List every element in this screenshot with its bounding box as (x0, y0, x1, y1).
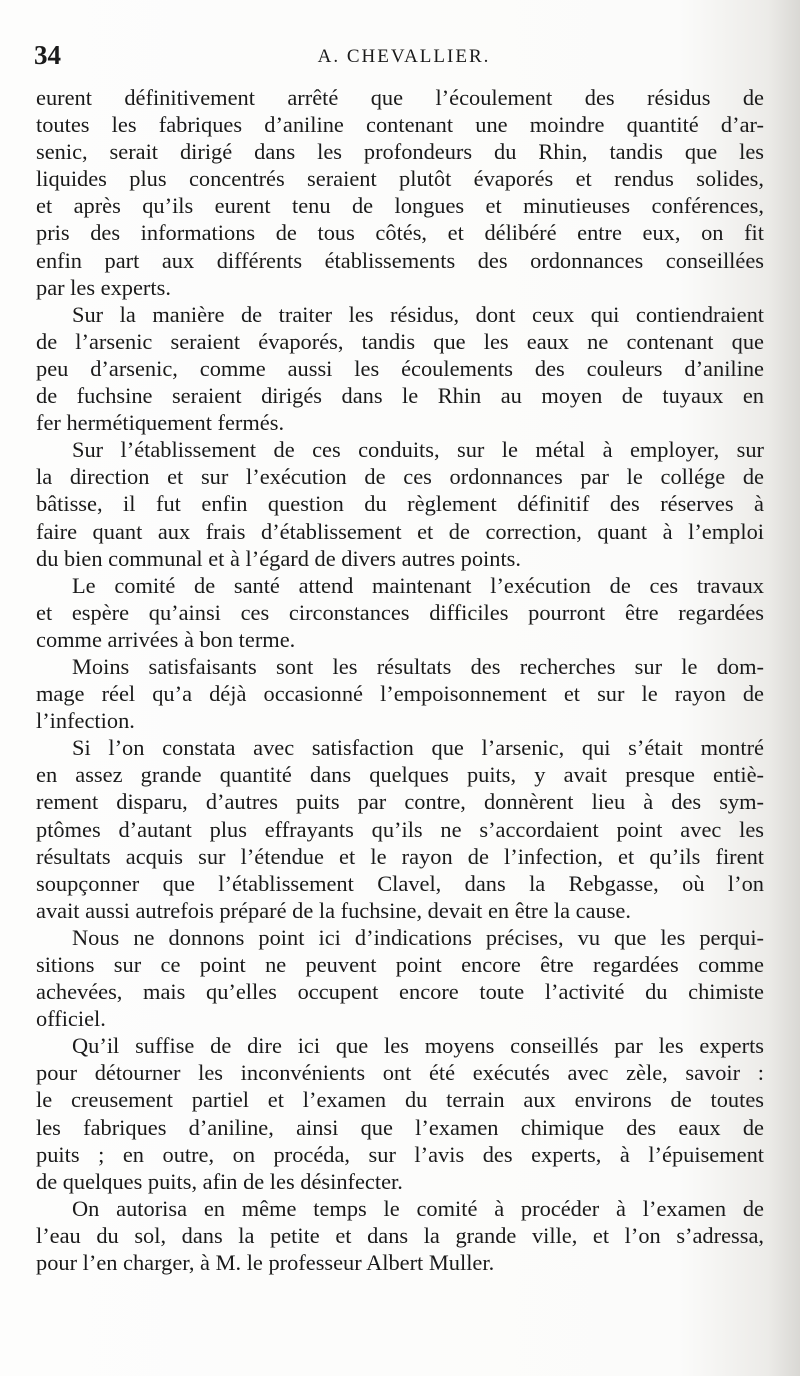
text-line: avait aussi autrefois préparé de la fuchsine, devait en être la cause. (36, 897, 631, 923)
text-line: de l’arsenic seraient évaporés, tandis que les eaux ne contenant que (36, 328, 764, 354)
text-line: Le comité de santé attend maintenant l’exécution de ces travaux (72, 572, 764, 598)
text-line: du bien communal et à l’égard de divers autres points. (36, 545, 521, 571)
text-line: l’eau du sol, dans la petite et dans la grande ville, et l’on s’adressa, (36, 1222, 764, 1248)
text-line: sitions sur ce point ne peuvent point encore être regardées comme (36, 952, 764, 977)
text-line: bâtisse, il fut enfin question du règlement définitif des réserves à (36, 491, 764, 517)
text-line: l’infection. (36, 708, 135, 734)
text-line: senic, serait dirigé dans les profondeurs du Rhin, tandis que les (36, 139, 764, 165)
text-line: le creusement partiel et l’examen du terrain aux environs de toutes (36, 1087, 764, 1113)
body-text (36, 84, 764, 1276)
page-number: 34 (34, 40, 61, 70)
page-header (34, 40, 774, 74)
text-line: comme arrivées à bon terme. (36, 626, 296, 652)
text-line: Nous ne donnons point ici d’indications précises, vu que les perqui- (72, 924, 764, 950)
text-line: et espère qu’ainsi ces circonstances difficiles pourront être regardées (36, 599, 764, 625)
text-line: en assez grande quantité dans quelques puits, y avait presque entiè- (36, 762, 764, 788)
text-line: ptômes d’autant plus effrayants qu’ils ne s’accordaient point avec les (36, 816, 764, 842)
text-line: enfin part aux différents établissements des ordonnances conseillées (36, 247, 764, 273)
text-line: résultats acquis sur l’étendue et le rayon de l’infection, et qu’ils firent (36, 843, 764, 869)
text-line: par les experts. (36, 274, 171, 300)
text-line: les fabriques d’aniline, ainsi que l’examen chimique des eaux de (36, 1114, 764, 1140)
text-line: pris des informations de tous côtés, et délibéré entre eux, on fit (36, 220, 764, 246)
text-line: mage réel qu’a déjà occasionné l’empoisonnement et sur le rayon de (36, 681, 764, 707)
text-line: toutes les fabriques d’aniline contenant une moindre quantité d’ar- (36, 112, 764, 138)
text-line: On autorisa en même temps le comité à procéder à l’examen de (72, 1195, 764, 1221)
text-line: rement disparu, d’autres puits par contre, donnèrent lieu à des sym- (36, 789, 764, 815)
text-line: faire quant aux frais d’établissement et de correction, quant à l’emploi (36, 518, 764, 544)
text-line: peu d’arsenic, comme aussi les écoulements des couleurs d’aniline (36, 355, 764, 381)
text-line: Qu’il suffise de dire ici que les moyens conseillés par les experts (72, 1033, 764, 1059)
text-line: Sur l’établissement de ces conduits, sur le métal à employer, sur (72, 437, 764, 463)
text-line: de fuchsine seraient dirigés dans le Rhin au moyen de tuyaux en (36, 383, 764, 409)
text-line: Sur la manière de traiter les résidus, dont ceux qui contiendraient (72, 301, 764, 327)
text-line: fer hermétiquement fermés. (36, 410, 285, 436)
text-line: officiel. (36, 1006, 106, 1032)
text-line: pour détourner les inconvénients ont été exécutés avec zèle, savoir : (36, 1060, 764, 1086)
text-line: Moins satisfaisants sont les résultats des recherches sur le dom- (72, 653, 764, 679)
text-line: pour l’en charger, à M. le professeur Albert Muller. (36, 1250, 495, 1276)
running-head: A. CHEVALLIER. (317, 46, 491, 67)
text-line: de quelques puits, afin de les désinfecter. (36, 1168, 403, 1194)
text-line: Si l’on constata avec satisfaction que l’arsenic, qui s’était montré (72, 735, 764, 761)
text-line: la direction et sur l’exécution de ces ordonnances par le collége de (36, 464, 764, 490)
text-line: et après qu’ils eurent tenu de longues et minutieuses conférences, (36, 193, 764, 219)
text-line: soupçonner que l’établissement Clavel, dans la Rebgasse, où l’on (36, 870, 764, 896)
text-line: puits ; en outre, on procéda, sur l’avis des experts, à l’épuisement (36, 1141, 764, 1167)
text-line: achevées, mais qu’elles occupent encore toute l’activité du chimiste (36, 979, 764, 1005)
text-line: liquides plus concentrés seraient plutôt évaporés et rendus solides, (36, 166, 764, 192)
text-line: eurent définitivement arrêté que l’écoulement des résidus de (36, 85, 764, 110)
